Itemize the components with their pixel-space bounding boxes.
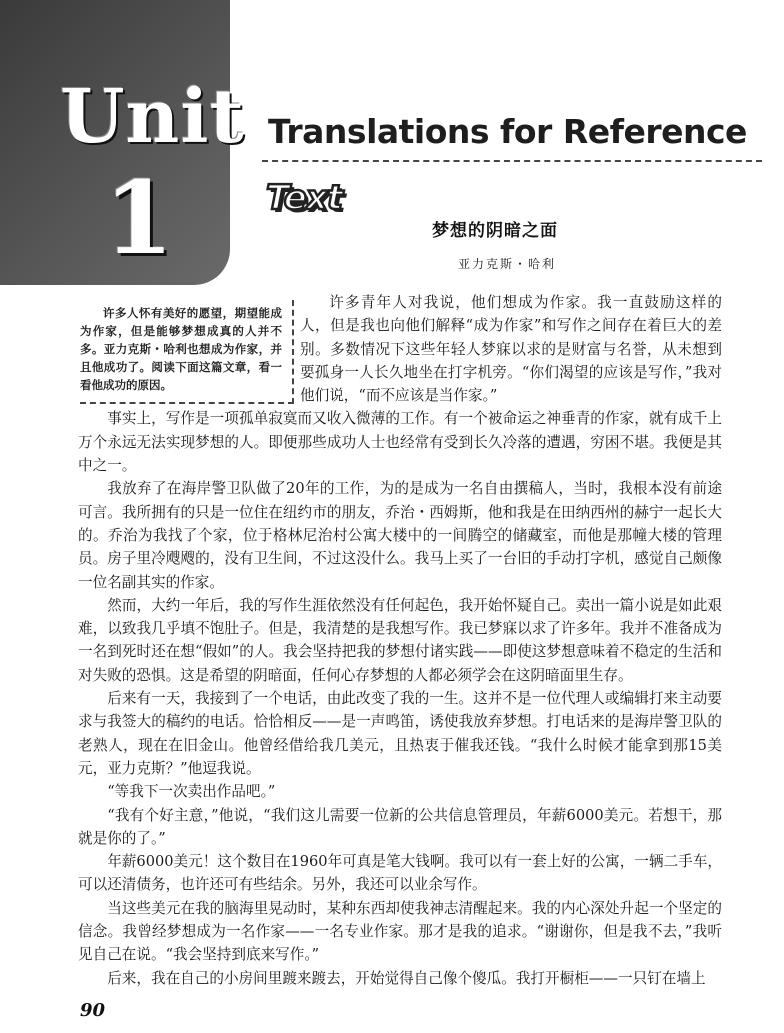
unit-banner xyxy=(0,0,245,285)
paragraph: 后来有一天，我接到了一个电话，由此改变了我的一生。这并不是一位代理人或编辑打来主动要求与我签大的稿约的电话。恰恰相反——是一声鸣笛，诱使我放弃梦想。打电话来的是海岸警卫队的老熟人，现在在旧金山。他曾经借给我几美元，且热衷于催我还钱。“我什么时候才能拿到那15美元，亚力克斯？”他逗我说。 xyxy=(78,690,722,777)
paragraph: 年薪6000美元！这个数目在1960年可真是笔大钱啊。我可以有一套上好的公寓，一辆二手车，可以还清债务，也许还可有些结余。另外，我还可以业余写作。 xyxy=(78,853,722,894)
paragraph: 后来，我在自己的小房间里踱来踱去，开始觉得自己像个傻瓜。我打开橱柜——一只钉在墙上 xyxy=(107,969,706,987)
paragraph: 许多青年人对我说，他们想成为作家。我一直鼓励这样的人，但是我也向他们解释“成为作家”和写作之间存在着巨大的差别。多数情况下这些年轻人梦寐以求的是财富与名誉，从未想到要孤身一人长久地坐在打字机旁。“你们渴望的应该是写作，”我对他们说，“而不应该是当作家。” xyxy=(300,294,722,405)
paragraph: “我有个好主意，”他说，“我们这儿需要一位新的公共信息管理员，年薪6000美元。若想干，那就是你的了。” xyxy=(78,806,722,847)
paragraph: 然而，大约一年后，我的写作生涯依然没有任何起色，我开始怀疑自己。卖出一篇小说是如此艰难，以致我几乎填不饱肚子。但是，我清楚的是我想写作。我已梦寐以求了许多年。我并不准备成为一名到死时还在想“假如”的人。我会坚持把我的梦想付诸实践——即使这梦想意味着不稳定的生活和对失败的恐惧。这是希望的阴暗面，任何心存梦想的人都必须学会在这阴暗面里生存。 xyxy=(78,596,722,684)
article-title: 梦想的阴暗之面 xyxy=(432,221,558,241)
paragraph: 我放弃了在海岸警卫队做了20年的工作，为的是成为一名自由撰稿人，当时，我根本没有前途可言。我所拥有的只是一位住在纽约市的朋友，乔治・西姆斯，他和我是在田纳西州的赫宁一起长大的。乔治为我找了个家，位于格林尼治村公寓大楼中的一间腾空的储藏室，而他是那幢大楼的管理员。房子里冷飕飕的，没有卫生间，不过这没什么。我马上买了一台旧的手动打字机，感觉自己颇像一位名副其实的作家。 xyxy=(78,480,722,591)
page-number: 90 xyxy=(80,1000,106,1021)
unit-number: 1 xyxy=(104,159,174,277)
paragraph: “等我下一次卖出作品吧。” xyxy=(107,783,276,801)
article-author: 亚力克斯・哈利 xyxy=(458,257,557,271)
intro-box: 许多人怀有美好的愿望，期望能成为作家，但是能够梦想成真的人并不多。亚力克斯・哈利也想成为作家，并且他成功了。阅读下面这篇文章，看一看他成功的原因。 xyxy=(80,300,294,404)
paragraph: 当这些美元在我的脑海里晃动时，某种东西却使我神志清醒起来。我的内心深处升起一个坚定的信念。我曾经梦想成为一名作家——一名专业作家。那才是我的追求。“谢谢你，但是我不去，”我听见自己在说。“我会坚持到底来写作。” xyxy=(78,899,722,964)
title-divider xyxy=(262,160,762,162)
paragraph: 事实上，写作是一项孤单寂寞而又收入微薄的工作。有一个被命运之神垂青的作家，就有成千上万个永远无法实现梦想的人。即便那些成功人士也经常有受到长久冷落的遭遇，穷困不堪。我便是其中之一。 xyxy=(78,410,722,475)
text-badge: Text xyxy=(266,178,343,218)
article-body xyxy=(78,291,722,990)
section-title: Translations for Reference xyxy=(268,112,747,151)
unit-word: Unit xyxy=(60,74,245,160)
